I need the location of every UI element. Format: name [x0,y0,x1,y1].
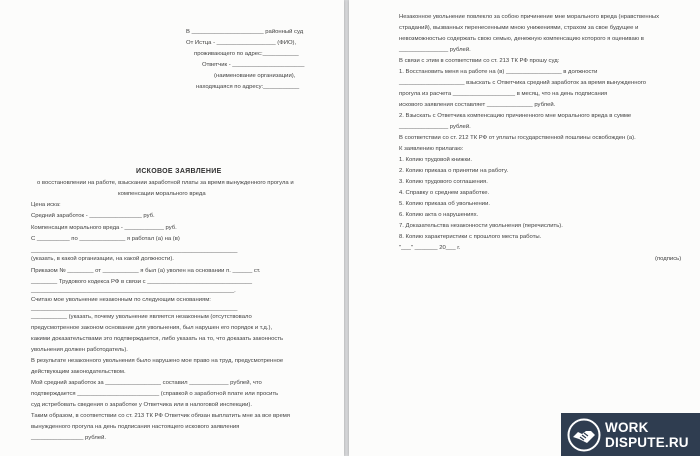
request-item-2-line-2: _______________ рублей. [399,124,471,130]
attachment-item: 6. Копию акта о нарушениях. [399,212,479,218]
confirmation-line: подтверждается _________________________ (справкой о заработной плате или просить [31,391,279,397]
state-fee-line: В соответствии со ст. 212 ТК РФ от уплаты государственной пошлины освобожден (а). [399,135,636,141]
attachment-item: 3. Копию трудового соглашения. [399,179,488,185]
payment-obligation-line-1: Таким образом, в соответствии со ст. 213 ТК РФ Ответчик обязан выплатить мне за все время [31,413,290,419]
header-line-organization: (наименование организации), [214,73,296,79]
moral-harm-line-3: невозможностью содержать свою семью, денежную компенсацию которого я оцениваю в [399,36,644,42]
header-line-plaintiff: От Истца - __________________ (ФИО), [186,40,297,46]
moral-harm-line-1: Незаконное увольнение повлекло за собою причинение мне морального вреда (нравственных [399,14,660,20]
right-document-page [349,0,700,456]
attachments-heading: К заявлению прилагаю: [399,146,464,152]
attachment-item: 5. Копию приказа об увольнении. [399,201,491,207]
moral-damage-line: Компенсация морального вреда - ____________ руб. [31,225,177,231]
document-title: ИСКОВОЕ ЗАЯВЛЕНИЕ [136,168,222,175]
workdispute-logo[interactable] [561,413,700,456]
attachment-item: 8. Копию характеристики с прошлого места работы. [399,234,542,240]
right-violation-line-1: В результате незаконного увольнения было нарушено мое право на труд, предусмотренное [31,358,284,364]
reason-note-line-2: предусмотренное законом основание для увольнения, был нарушен его порядок и т.д.), [31,325,273,331]
request-item-1-line-3: прогула из расчета ___________________ в месяц, что на день подписания [399,91,608,97]
payment-obligation-line-2: вынужденного прогула на день подписания настоящего искового заявления [31,424,240,430]
handshake-icon [567,418,601,452]
employment-period-line: С __________ по ______________ я работал (а) на (в) [31,236,180,242]
claim-price-label: Цена иска: [31,202,61,208]
right-violation-line-2: действующим законодательством. [31,369,126,375]
document-subtitle-line-2: компенсации морального вреда [118,191,206,197]
labor-code-line: ________ Трудового кодекса РФ в связи с ________________________________ [31,279,253,285]
request-item-1-line-1: 1. Восстановить меня на работе на (в) _________________ в должности [399,69,598,75]
moral-harm-line-2: страданий), вызванных перенесенными мною унижениями, страхом за свое будущее и [399,25,639,31]
request-item-1-line-4: искового заявления составляет ______________ рублей. [399,102,556,108]
moral-harm-amount: _______________ рублей. [399,47,471,53]
blank-line: ______________________________________________________________. [31,288,236,294]
brand-name [605,420,689,450]
reason-note-line-1: ___________ (указать, почему увольнение является незаконным (отсутствовало [31,314,252,320]
header-line-defendant-address: находящаяся по адресу:___________ [196,84,300,90]
header-line-court: В ______________________ районный суд [186,29,304,35]
attachment-item: 4. Справку о среднем заработке. [399,190,490,196]
brand-line-2: DISPUTE.RU [605,434,689,450]
attachment-item: 2. Копию приказа о принятии на работу. [399,168,509,174]
request-item-2-line-1: 2. Взыскать с Ответчика компенсацию причиненного мне морального вреда в сумме [399,113,632,119]
reason-note-line-3: какими доказательствами это подтверждается, либо указать на то, что доказать законность [31,336,284,342]
blank-line: _______________________________________________________________ [31,248,238,254]
request-item-1-line-2: ____________________ взыскать с Ответчика средний заработок за время вынужденного [399,80,647,86]
header-line-defendant: Ответчик - ______________________ [202,62,305,68]
earnings-request-line: суд истребовать сведения о заработке у Ответчика или в налоговой инспекции). [31,402,252,408]
attachment-item: 7. Доказательства незаконности увольнения (перечислить). [399,223,563,229]
reason-note-line-4: увольнения должен работодатель). [31,347,128,353]
payment-amount-line: ________________ рублей. [31,435,107,441]
average-salary-line: Мой средний заработок за _________________ составил ____________ рублей, что [31,380,262,386]
signature-label: (подпись) [655,256,682,262]
brand-line-1: WORK [605,419,649,435]
header-line-plaintiff-address: проживающего по адрес:___________ [194,51,299,57]
average-earnings-line: Средний заработок - ________________ руб. [31,213,155,219]
request-intro: В связи с этим в соответствии со ст. 213 ТК РФ прошу суд: [399,58,560,64]
attachment-item: 1. Копию трудовой книжки. [399,157,472,163]
date-line: "___" _______ 20___ г. [399,245,461,251]
left-document-page [0,0,344,456]
unlawful-grounds-line: Считаю мое увольнение незаконным по следующим основаниям: [31,297,211,303]
dismissal-order-line: Приказом № ________ от ___________ я был (а) уволен на основании п. ______ ст. [31,268,261,274]
organization-note: (указать, в какой организации, на какой должности). [31,256,174,262]
document-subtitle-line-1: о восстановлении на работе, взыскании заработной платы за время вынужденного прогула и [37,180,294,186]
blank-line: _______________________________________________________________ [31,306,238,312]
